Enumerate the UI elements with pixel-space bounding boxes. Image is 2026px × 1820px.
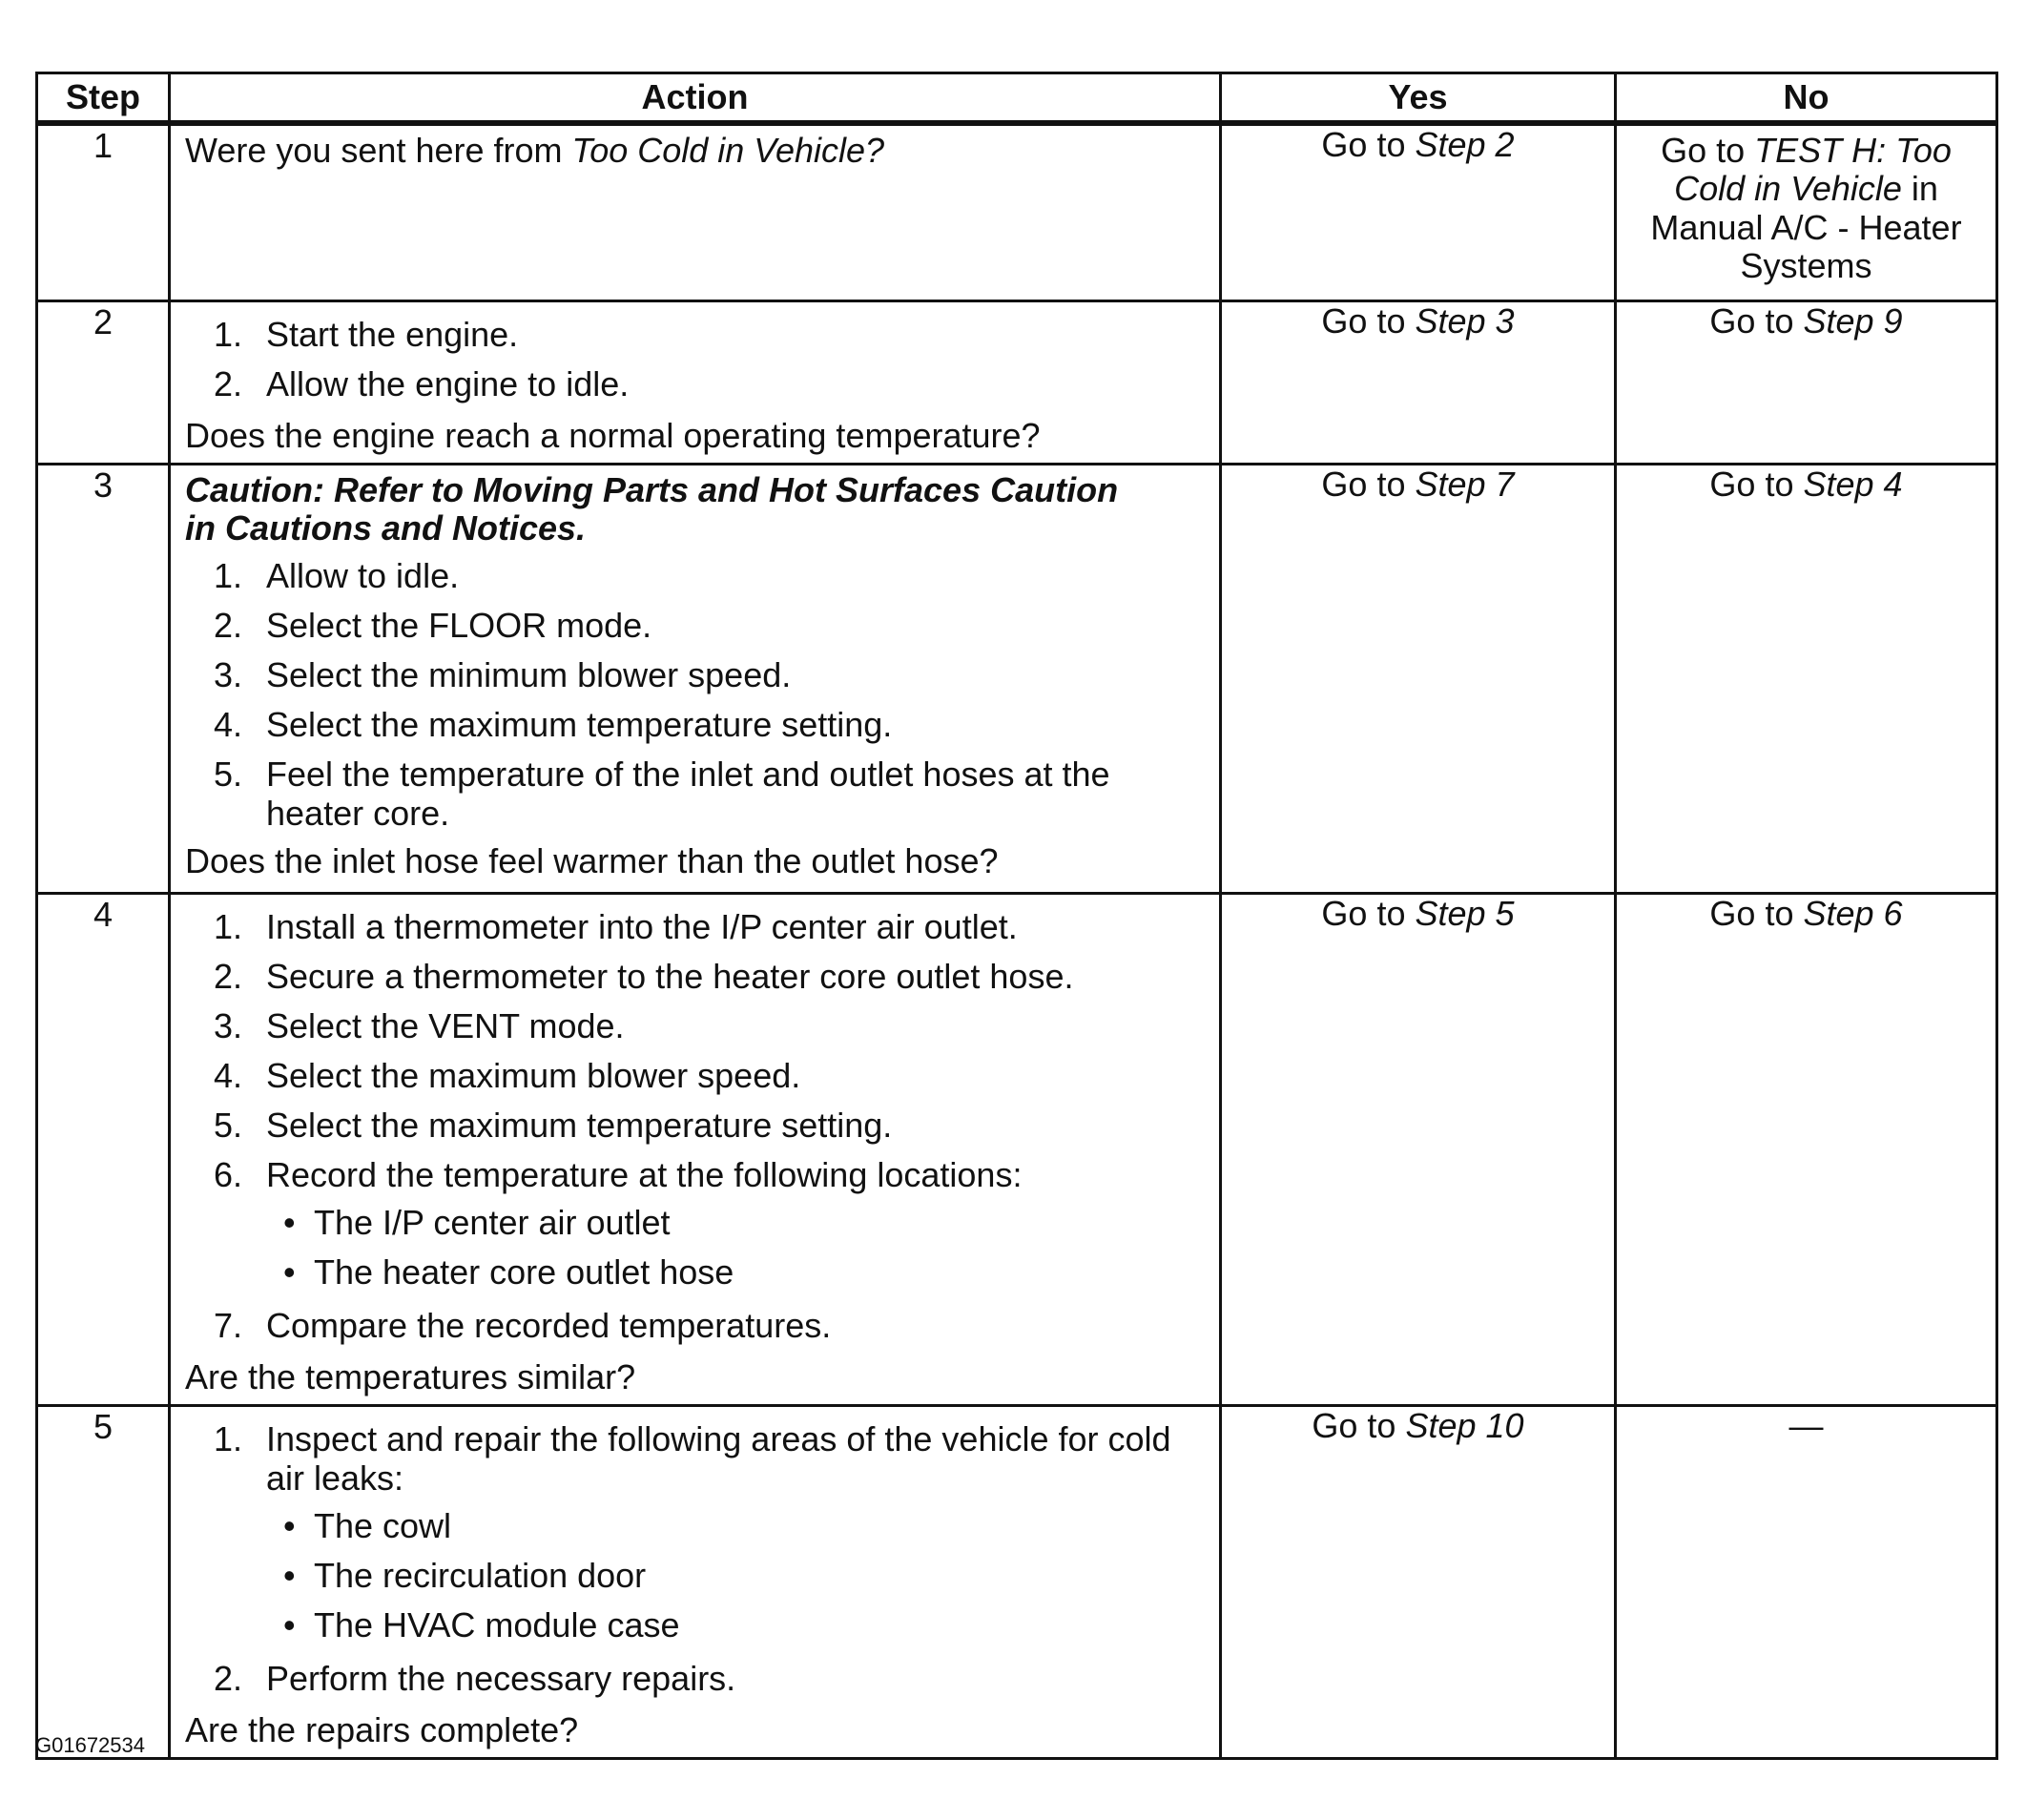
bullet-icon: •: [283, 1605, 296, 1645]
bullet-item: [266, 1200, 1209, 1250]
bullet-text: The I/P center air outlet: [314, 1203, 671, 1243]
item-number: 5.: [214, 755, 243, 795]
item-number: 4.: [214, 705, 243, 745]
table-header-row: [37, 73, 1997, 124]
item-number: 6.: [214, 1154, 243, 1194]
step-number: 1: [37, 123, 170, 300]
action-question: Does the inlet hose feel warmer than the outlet hose?: [185, 841, 999, 881]
yes-cell: [1221, 123, 1616, 300]
yes-step-link[interactable]: Step 5: [1415, 893, 1515, 933]
item-text: Select the maximum temperature setting.: [266, 1105, 893, 1145]
yes-prefix: Go to: [1321, 893, 1416, 933]
header-no: No: [1616, 73, 1997, 124]
list-item: [185, 652, 1209, 702]
item-text: Compare the recorded temperatures.: [266, 1306, 832, 1346]
no-cell: —: [1616, 1406, 1997, 1759]
item-text: Install a thermometer into the I/P center air outlet.: [266, 906, 1018, 946]
no-cell: [1616, 893, 1997, 1406]
diagnostic-table: [35, 72, 1998, 1760]
header-step: Step: [37, 73, 170, 124]
item-number: 5.: [214, 1105, 243, 1145]
no-prefix: Go to: [1661, 131, 1755, 170]
item-number: 2.: [214, 363, 243, 403]
table-row: [37, 300, 1997, 464]
action-question: Are the temperatures similar?: [185, 1357, 636, 1397]
item-number: 1.: [214, 906, 243, 946]
item-text: Start the engine.: [266, 314, 519, 354]
no-prefix: Go to: [1709, 464, 1804, 504]
item-number: 3.: [214, 655, 243, 695]
no-step-link[interactable]: Step 6: [1803, 893, 1903, 933]
yes-step-link[interactable]: Step 10: [1405, 1406, 1524, 1446]
action-question: Are the repairs complete?: [185, 1710, 579, 1750]
no-prefix: Go to: [1709, 300, 1804, 341]
bullet-icon: •: [283, 1203, 296, 1243]
no-cell: [1616, 464, 1997, 893]
table-row: [37, 464, 1997, 893]
yes-cell: [1221, 300, 1616, 464]
no-prefix: Go to: [1709, 893, 1804, 933]
no-test-link[interactable]: TEST H: Too Cold in Vehicle: [1674, 131, 1952, 209]
item-text: Allow to idle.: [266, 556, 460, 596]
list-item: [185, 1003, 1209, 1053]
yes-step-link[interactable]: Step 2: [1415, 125, 1515, 164]
yes-prefix: Go to: [1321, 125, 1416, 164]
caution-note: Caution: Refer to Moving Parts and Hot Surfaces Caution in Cautions and Notices.: [185, 469, 1119, 548]
bullet-text: The HVAC module case: [314, 1605, 680, 1645]
item-text: Feel the temperature of the inlet and outlet hoses at the heater core.: [266, 755, 1110, 833]
bullet-icon: •: [283, 1506, 296, 1546]
table-row: [37, 1406, 1997, 1759]
item-text: Select the maximum temperature setting.: [266, 705, 893, 745]
item-text: Select the maximum blower speed.: [266, 1055, 801, 1095]
list-item: [185, 1152, 1209, 1303]
item-number: 2.: [214, 606, 243, 646]
list-item: [185, 954, 1209, 1003]
list-item: [185, 362, 1209, 411]
list-item: [185, 1053, 1209, 1103]
item-number: 1.: [214, 314, 243, 354]
bullet-text: The heater core outlet hose: [314, 1252, 734, 1293]
bullet-item: [266, 1603, 1209, 1652]
no-cell: [1616, 300, 1997, 464]
no-step-link[interactable]: Step 4: [1803, 464, 1903, 504]
bullet-list: [266, 1503, 1209, 1652]
yes-cell: [1221, 893, 1616, 1406]
yes-prefix: Go to: [1321, 464, 1416, 504]
yes-prefix: Go to: [1312, 1406, 1406, 1446]
step-number: 5: [37, 1406, 170, 1759]
action-steps: [185, 312, 1209, 411]
item-text: Allow the engine to idle.: [266, 363, 630, 403]
no-step-link[interactable]: Step 9: [1803, 300, 1903, 341]
bullet-text: The recirculation door: [314, 1556, 647, 1596]
yes-prefix: Go to: [1321, 300, 1416, 341]
item-number: 2.: [214, 956, 243, 996]
list-item: [185, 1417, 1209, 1656]
list-item: [185, 1303, 1209, 1353]
yes-step-link[interactable]: Step 7: [1415, 464, 1515, 504]
yes-cell: [1221, 464, 1616, 893]
list-item: [185, 312, 1209, 362]
bullet-list: [266, 1200, 1209, 1299]
item-number: 1.: [214, 556, 243, 596]
action-steps: [185, 553, 1209, 837]
list-item: [185, 1656, 1209, 1706]
item-text: Select the minimum blower speed.: [266, 655, 792, 695]
lead-reference: Too Cold in Vehicle?: [571, 131, 885, 170]
list-item: [185, 553, 1209, 603]
item-number: 7.: [214, 1306, 243, 1346]
step-number: 4: [37, 893, 170, 1406]
item-text: Select the FLOOR mode.: [266, 606, 652, 646]
step-number: 3: [37, 464, 170, 893]
yes-step-link[interactable]: Step 3: [1415, 300, 1515, 341]
item-number: 2.: [214, 1659, 243, 1699]
item-text: Perform the necessary repairs.: [266, 1659, 736, 1699]
item-number: 1.: [214, 1419, 243, 1459]
no-suffix: in Manual A/C - Heater Systems: [1650, 169, 1962, 285]
list-item: [185, 1103, 1209, 1152]
yes-cell: [1221, 1406, 1616, 1759]
no-cell: [1616, 123, 1997, 300]
bullet-item: [266, 1553, 1209, 1603]
bullet-item: [266, 1250, 1209, 1299]
action-steps: [185, 904, 1209, 1353]
figure-id: G01672534: [35, 1733, 145, 1757]
action-cell: [170, 300, 1221, 464]
action-lead: [185, 132, 1209, 170]
item-text: Record the temperature at the following locations:: [266, 1154, 1023, 1194]
item-number: 4.: [214, 1055, 243, 1095]
list-item: [185, 603, 1209, 652]
bullet-text: The cowl: [314, 1506, 452, 1546]
bullet-icon: •: [283, 1252, 296, 1293]
item-text: Inspect and repair the following areas of the vehicle for cold air leaks:: [266, 1419, 1171, 1498]
header-action: Action: [170, 73, 1221, 124]
step-number: 2: [37, 300, 170, 464]
action-cell: [170, 893, 1221, 1406]
list-item: [185, 752, 1209, 837]
item-number: 3.: [214, 1005, 243, 1045]
item-text: Secure a thermometer to the heater core outlet hose.: [266, 956, 1074, 996]
action-cell: [170, 1406, 1221, 1759]
action-cell: [170, 123, 1221, 300]
list-item: [185, 904, 1209, 954]
bullet-icon: •: [283, 1556, 296, 1596]
table-row: [37, 123, 1997, 300]
header-yes: Yes: [1221, 73, 1616, 124]
action-cell: [170, 464, 1221, 893]
item-text: Select the VENT mode.: [266, 1005, 625, 1045]
action-question: Does the engine reach a normal operating temperature?: [185, 415, 1041, 455]
table-row: [37, 893, 1997, 1406]
action-steps: [185, 1417, 1209, 1706]
lead-text: Were you sent here from: [185, 131, 572, 170]
list-item: [185, 702, 1209, 752]
bullet-item: [266, 1503, 1209, 1553]
